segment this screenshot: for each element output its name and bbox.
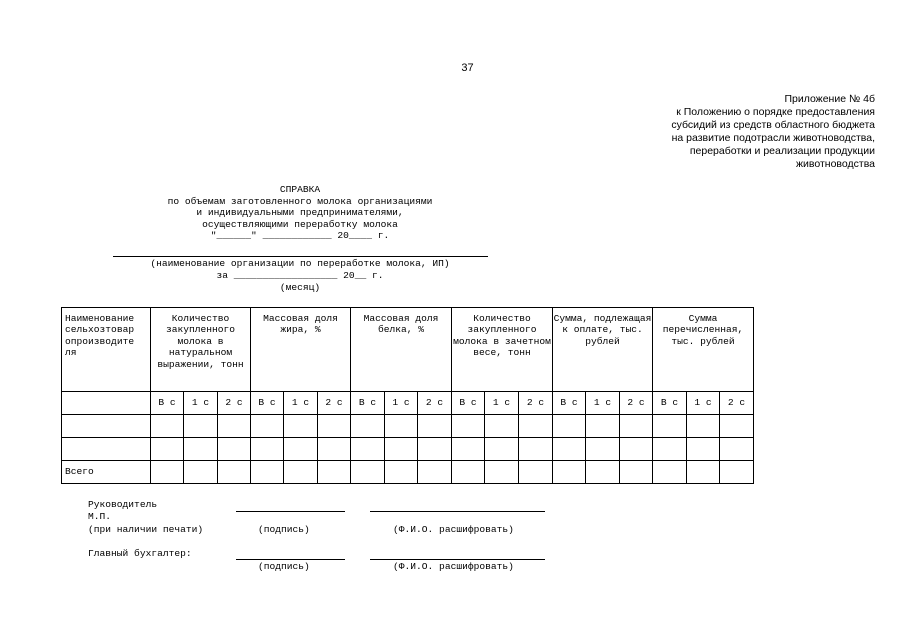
data-cell <box>519 415 553 438</box>
data-cell <box>184 415 218 438</box>
data-cell <box>385 438 418 461</box>
data-cell <box>687 461 720 484</box>
data-cell <box>620 415 653 438</box>
data-cell <box>151 461 184 484</box>
data-cell <box>452 415 485 438</box>
accountant-signature-line <box>236 559 345 560</box>
data-cell <box>318 415 351 438</box>
data-cell <box>620 461 653 484</box>
producer-cell <box>62 415 151 438</box>
head-signature-caption: (подпись) <box>258 524 310 535</box>
accountant-label: Главный бухгалтер: <box>88 548 192 559</box>
subheader-cell: 1 с <box>485 392 519 415</box>
subheader-row <box>62 392 754 415</box>
data-cell <box>251 461 284 484</box>
subheader-cell: 2 с <box>519 392 553 415</box>
data-cell <box>653 461 687 484</box>
data-cell <box>318 461 351 484</box>
subheader-cell: 2 с <box>620 392 653 415</box>
appendix-line: животноводства <box>796 158 875 170</box>
subheader-cell: В с <box>351 392 385 415</box>
data-cell <box>586 461 620 484</box>
data-cell <box>653 438 687 461</box>
data-cell <box>218 461 251 484</box>
data-cell <box>553 415 586 438</box>
period-line: за __________________ 20__ г. <box>216 270 384 281</box>
data-cell <box>418 461 452 484</box>
data-cell <box>151 415 184 438</box>
data-cell <box>418 438 452 461</box>
data-cell <box>284 415 318 438</box>
header-producer: Наименование сельхозтовар опроизводите ля <box>62 308 151 392</box>
table-row <box>62 438 754 461</box>
organization-caption: (наименование организации по переработке молока, ИП) <box>150 258 450 269</box>
subheader-cell: 2 с <box>418 392 452 415</box>
subheader-cell: 1 с <box>586 392 620 415</box>
data-cell <box>284 438 318 461</box>
header-protein-share: Массовая доля белка, % <box>351 308 452 392</box>
data-cell <box>418 415 452 438</box>
appendix-line: Приложение № 4б <box>784 93 875 105</box>
accountant-signature-caption: (подпись) <box>258 561 310 572</box>
stamp-label: М.П. <box>88 511 112 522</box>
appendix-line: к Положению о порядке предоставления <box>676 106 875 118</box>
header-row <box>62 308 754 392</box>
data-cell <box>586 438 620 461</box>
subheader-cell: В с <box>553 392 586 415</box>
subheader-cell: 1 с <box>284 392 318 415</box>
head-name-caption: (Ф.И.О. расшифровать) <box>393 524 514 535</box>
title-line: СПРАВКА <box>279 184 321 195</box>
head-name-line <box>370 511 545 512</box>
table-row <box>62 415 754 438</box>
title-line: и индивидуальными предпринимателями, <box>196 207 404 218</box>
subheader-cell: 1 с <box>687 392 720 415</box>
appendix-line: субсидий из средств областного бюджета <box>671 119 875 131</box>
data-cell <box>351 415 385 438</box>
header-amount-payable: Сумма, подлежащая к оплате, тыс. рублей <box>553 308 653 392</box>
data-cell <box>251 415 284 438</box>
data-cell <box>284 461 318 484</box>
organization-block <box>110 258 490 294</box>
data-cell <box>485 438 519 461</box>
subheader-cell: 2 с <box>318 392 351 415</box>
report-table <box>61 307 754 484</box>
accountant-name-caption: (Ф.И.О. расшифровать) <box>393 561 514 572</box>
data-cell <box>151 438 184 461</box>
head-label: Руководитель <box>88 499 158 510</box>
empty-cell <box>62 392 151 415</box>
header-credit-weight: Количество закупленного молока в зачетном весе, тонн <box>452 308 553 392</box>
data-cell <box>485 461 519 484</box>
data-cell <box>385 461 418 484</box>
accountant-name-line <box>370 559 545 560</box>
head-signature-line <box>236 511 345 512</box>
data-cell <box>351 438 385 461</box>
header-fat-share: Массовая доля жира, % <box>251 308 351 392</box>
data-cell <box>553 438 586 461</box>
appendix-note <box>575 93 875 171</box>
subheader-cell: В с <box>452 392 485 415</box>
document-title <box>110 184 490 242</box>
data-cell <box>351 461 385 484</box>
subheader-cell: В с <box>151 392 184 415</box>
total-row <box>62 461 754 484</box>
stamp-note: (при наличии печати) <box>88 524 204 535</box>
total-label: Всего <box>62 461 151 484</box>
producer-cell <box>62 438 151 461</box>
data-cell <box>519 461 553 484</box>
data-cell <box>653 415 687 438</box>
date-line: "______" ____________ 20____ г. <box>210 230 390 241</box>
data-cell <box>687 438 720 461</box>
page-number: 37 <box>461 62 474 74</box>
data-cell <box>184 461 218 484</box>
title-line: по объемам заготовленного молока организациями <box>167 195 433 207</box>
subheader-cell: 2 с <box>720 392 754 415</box>
subheader-cell: 1 с <box>385 392 418 415</box>
data-cell <box>218 415 251 438</box>
data-cell <box>553 461 586 484</box>
appendix-line: переработки и реализации продукции <box>689 145 875 157</box>
appendix-line: на развитие подотрасли животноводства, <box>671 132 875 144</box>
subheader-cell: 1 с <box>184 392 218 415</box>
title-line: осуществляющими переработку молока <box>202 218 398 230</box>
data-cell <box>318 438 351 461</box>
data-cell <box>720 438 754 461</box>
data-cell <box>452 461 485 484</box>
header-natural-weight: Количество закупленного молока в натуральном выражении, тонн <box>151 308 251 392</box>
data-cell <box>720 461 754 484</box>
data-cell <box>218 438 251 461</box>
data-cell <box>586 415 620 438</box>
data-cell <box>620 438 653 461</box>
subheader-cell: В с <box>653 392 687 415</box>
data-cell <box>687 415 720 438</box>
header-amount-transferred: Сумма перечисленная, тыс. рублей <box>653 308 754 392</box>
subheader-cell: В с <box>251 392 284 415</box>
data-cell <box>385 415 418 438</box>
data-cell <box>720 415 754 438</box>
month-caption: (месяц) <box>279 282 321 293</box>
data-cell <box>452 438 485 461</box>
data-cell <box>251 438 284 461</box>
organization-name-line <box>113 256 488 257</box>
data-cell <box>485 415 519 438</box>
data-cell <box>184 438 218 461</box>
data-cell <box>519 438 553 461</box>
subheader-cell: 2 с <box>218 392 251 415</box>
